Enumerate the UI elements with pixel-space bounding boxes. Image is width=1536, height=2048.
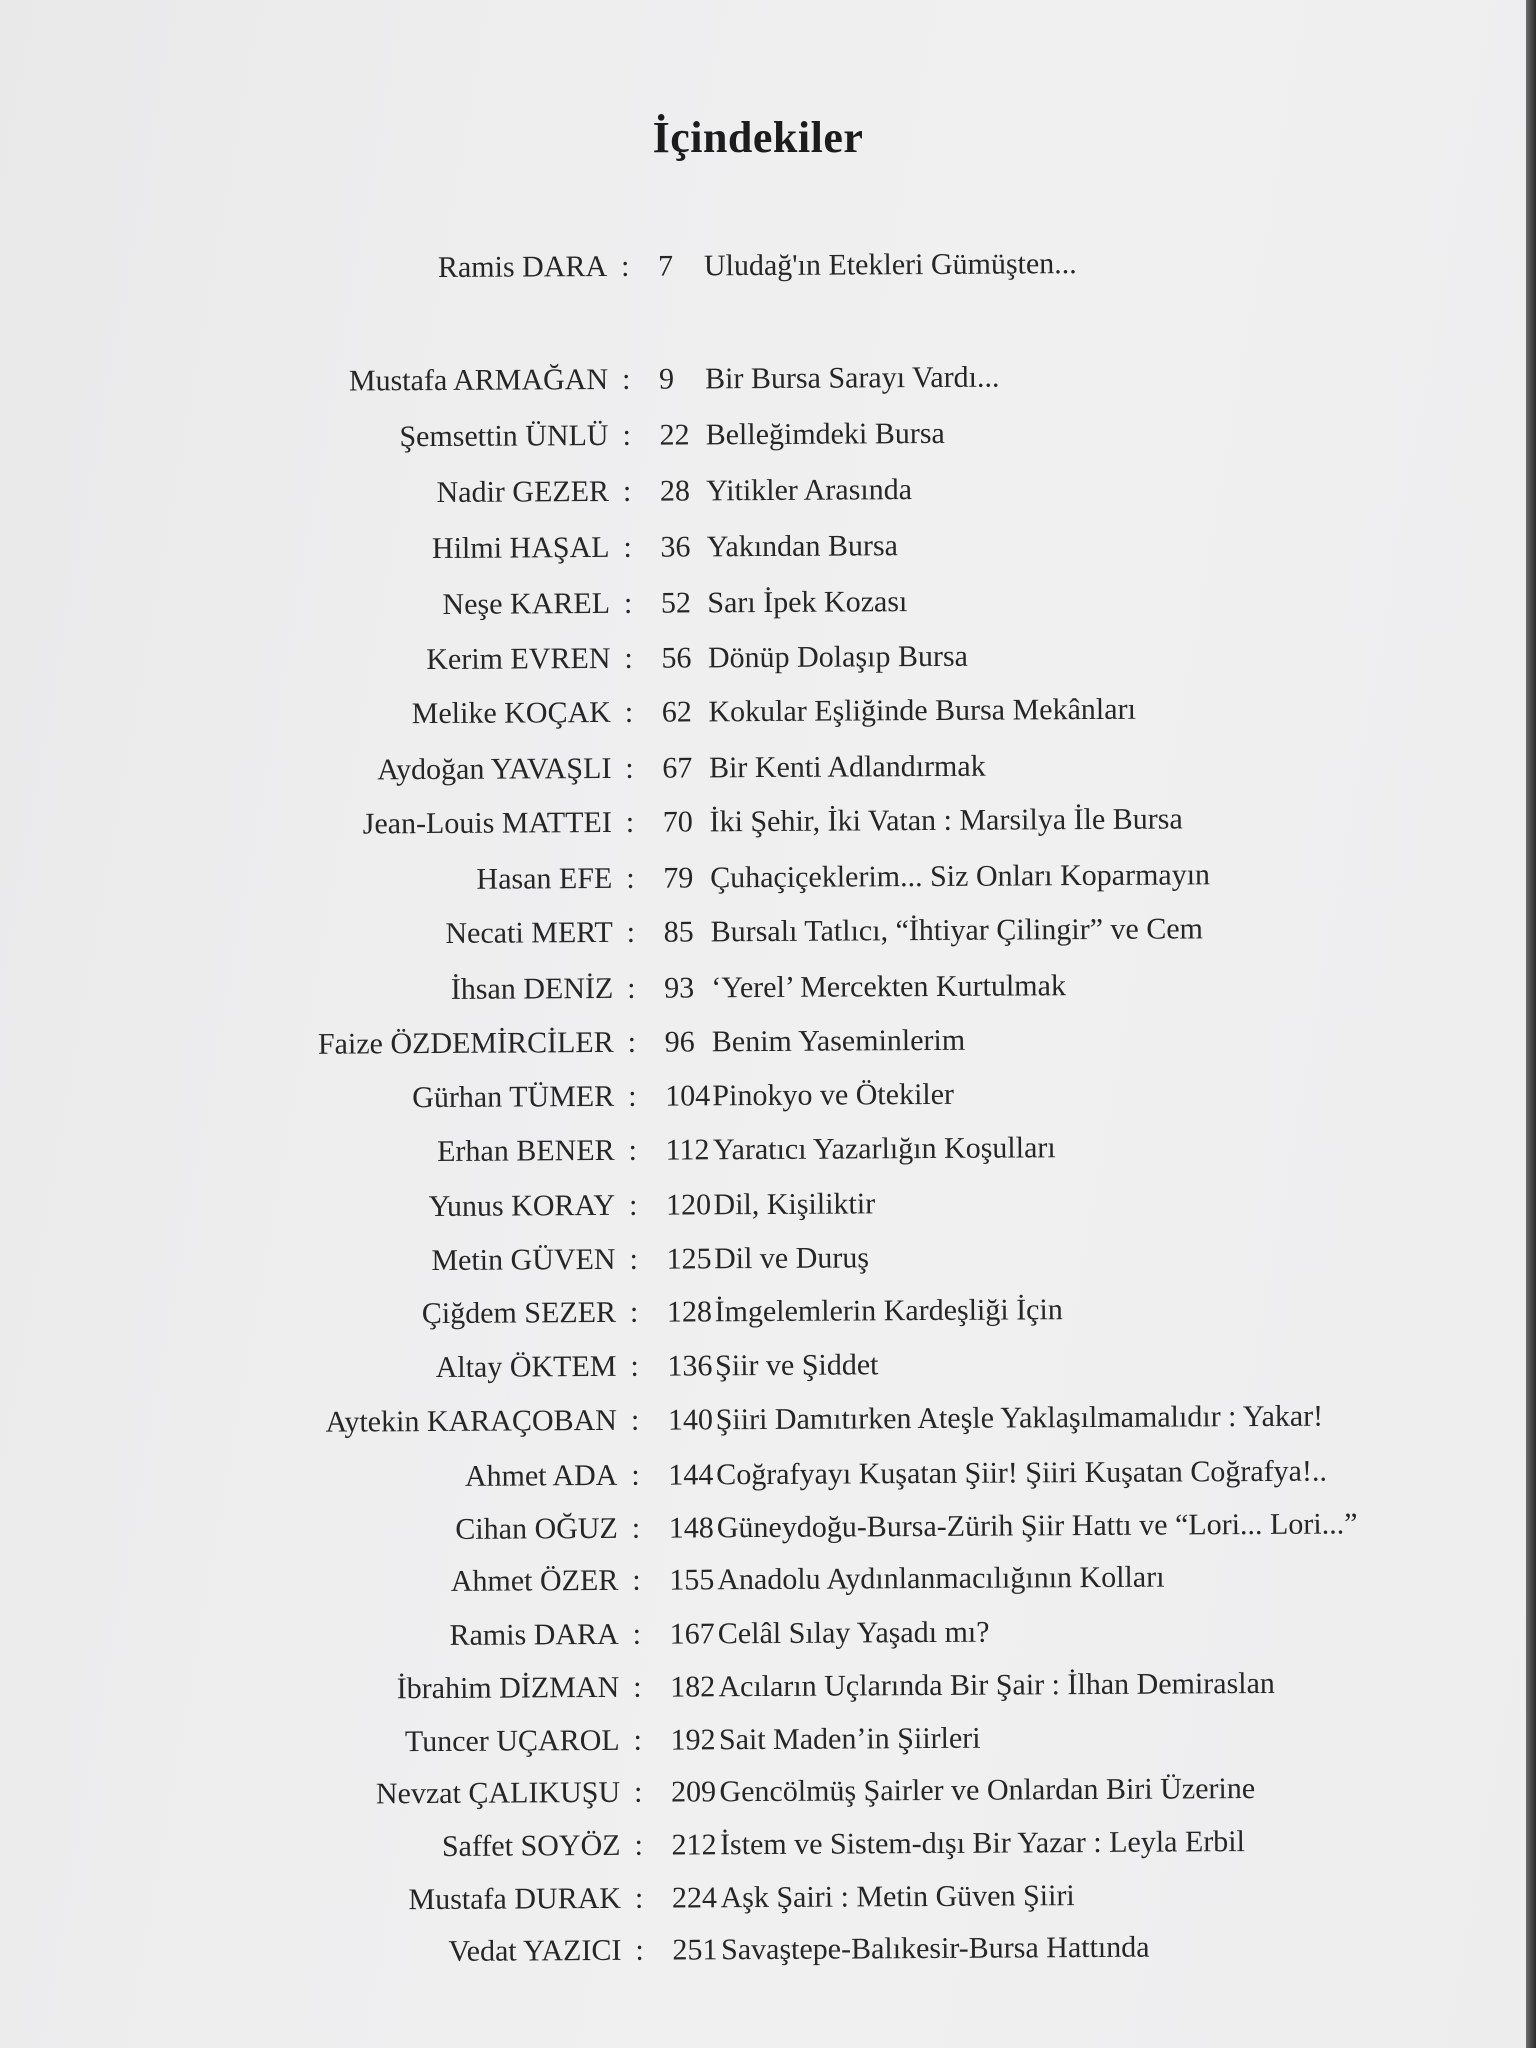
toc-entry xyxy=(0,1765,1526,1818)
toc-page-number: 182 xyxy=(670,1670,716,1704)
toc-title: İki Şehir, İki Vatan : Marsilya İle Bursa xyxy=(709,802,1183,839)
toc-title: Benim Yaseminlerim xyxy=(711,1023,966,1059)
toc-separator: : xyxy=(624,695,634,729)
toc-separator: : xyxy=(633,1775,643,1809)
toc-entry xyxy=(0,1501,1526,1554)
toc-title: Belleğimdeki Bursa xyxy=(705,416,945,452)
toc-entry xyxy=(0,851,1526,904)
toc-title: Çuhaçiçeklerim... Siz Onları Koparmayın xyxy=(710,858,1211,895)
page-title: İçindekiler xyxy=(652,113,864,162)
toc-separator: : xyxy=(626,915,636,949)
toc-entry xyxy=(0,1818,1526,1871)
toc-entry xyxy=(0,520,1526,573)
toc-author: Erhan BENER xyxy=(437,1133,615,1168)
toc-title: Yaratıcı Yazarlığın Koşulları xyxy=(712,1131,1056,1167)
toc-entry xyxy=(0,961,1526,1014)
toc-page-number: 36 xyxy=(660,530,691,564)
toc-entry xyxy=(0,1178,1526,1231)
toc-entry xyxy=(0,1923,1526,1976)
toc-title: Şiiri Damıtırken Ateşle Yaklaşılmamalıdır : Yakar! xyxy=(715,1399,1324,1437)
toc-entry xyxy=(0,1660,1526,1713)
toc-title: Savaştepe-Balıkesir-Bursa Hattında xyxy=(720,1930,1150,1967)
toc-page-number: 167 xyxy=(669,1617,715,1651)
toc-author: Mustafa DURAK xyxy=(408,1881,622,1917)
toc-title: Yitikler Arasında xyxy=(706,473,913,508)
toc-separator: : xyxy=(620,249,630,283)
toc-separator: : xyxy=(626,861,635,895)
toc-title: Coğrafyayı Kuşatan Şiir! Şiiri Kuşatan Coğrafya!.. xyxy=(716,1454,1328,1492)
toc-entry xyxy=(0,352,1526,405)
toc-author: İbrahim DİZMAN xyxy=(396,1670,620,1706)
toc-page-number: 9 xyxy=(658,362,675,396)
toc-author: Ahmet ÖZER xyxy=(450,1563,619,1598)
toc-separator: : xyxy=(632,1563,641,1597)
toc-title: Uludağ'ın Etekleri Gümüşten... xyxy=(703,247,1077,283)
toc-entry xyxy=(0,1015,1526,1068)
toc-title: Celâl Sılay Yaşadı mı? xyxy=(717,1615,990,1651)
toc-title: Kokular Eşliğinde Bursa Mekânları xyxy=(708,692,1136,729)
toc-author: Mustafa ARMAĞAN xyxy=(348,362,609,398)
toc-entry xyxy=(0,685,1526,738)
toc-page-number: 144 xyxy=(668,1458,714,1492)
toc-separator: : xyxy=(627,971,636,1005)
toc-separator: : xyxy=(628,1188,638,1222)
toc-author: Vedat YAZICI xyxy=(448,1933,622,1968)
toc-separator: : xyxy=(629,1295,639,1329)
toc-entry xyxy=(0,1232,1526,1285)
toc-title: İstem ve Sistem-dışı Bir Yazar : Leyla Erbil xyxy=(719,1825,1246,1862)
toc-separator: : xyxy=(634,1828,643,1862)
toc-author: Ramis DARA xyxy=(437,249,608,284)
toc-author: Kerim EVREN xyxy=(426,641,611,677)
toc-separator: : xyxy=(623,586,633,620)
toc-title: Acıların Uçlarında Bir Şair : İlhan Demiraslan xyxy=(718,1666,1275,1704)
toc-page-number: 7 xyxy=(657,249,674,283)
toc-author: Cihan OĞUZ xyxy=(455,1511,618,1546)
toc-author: Ramis DARA xyxy=(449,1617,619,1652)
toc-title: İmgelemlerin Kardeşliği İçin xyxy=(714,1293,1063,1329)
toc-title: Sarı İpek Kozası xyxy=(707,585,908,620)
toc-author: Saffet SOYÖZ xyxy=(441,1828,621,1863)
toc-page-number: 140 xyxy=(667,1403,714,1437)
toc-author: Faize ÖZDEMİRCİLER xyxy=(317,1025,614,1061)
toc-title: Pinokyo ve Ötekiler xyxy=(712,1077,955,1113)
toc-author: Nadir GEZER xyxy=(436,474,610,509)
toc-page-number: 192 xyxy=(670,1723,716,1757)
toc-entry xyxy=(0,408,1526,461)
toc-entry xyxy=(0,741,1526,794)
toc-page-number: 224 xyxy=(671,1881,718,1915)
toc-author: Yunus KORAY xyxy=(428,1188,616,1224)
toc-title: Dil, Kişiliktir xyxy=(713,1187,876,1222)
toc-entry xyxy=(0,1339,1526,1392)
toc-page-number: 67 xyxy=(662,751,693,785)
toc-title: Dönüp Dolaşıp Bursa xyxy=(707,639,968,675)
toc-page-number: 96 xyxy=(664,1025,695,1059)
toc-author: Ahmet ADA xyxy=(464,1458,618,1493)
toc-entry xyxy=(0,1393,1526,1446)
toc-entry xyxy=(0,464,1526,517)
toc-page-number: 148 xyxy=(668,1511,714,1545)
toc-entry xyxy=(0,576,1526,629)
toc-author: Hilmi HAŞAL xyxy=(431,530,610,566)
toc-author: Altay ÖKTEM xyxy=(435,1349,617,1384)
toc-separator: : xyxy=(623,530,632,564)
toc-page-number: 128 xyxy=(666,1295,713,1329)
toc-separator: : xyxy=(628,1133,638,1167)
toc-separator: : xyxy=(621,362,631,396)
toc-entry xyxy=(0,1553,1526,1606)
toc-title: Güneydoğu-Bursa-Zürih Şiir Hattı ve “Lori... Lori...” xyxy=(716,1507,1358,1545)
toc-title: Şiir ve Şiddet xyxy=(715,1348,879,1383)
toc-entry xyxy=(0,795,1526,848)
toc-page-number: 251 xyxy=(672,1933,718,1967)
toc-title: Dil ve Duruş xyxy=(713,1241,870,1276)
toc-entry xyxy=(0,1713,1526,1766)
toc-author: Gürhan TÜMER xyxy=(412,1079,615,1115)
toc-author: Aydoğan YAVAŞLI xyxy=(377,751,612,787)
toc-page-number: 62 xyxy=(661,695,692,729)
toc-page-number: 209 xyxy=(670,1775,717,1809)
toc-entry xyxy=(0,1607,1526,1660)
toc-title: Anadolu Aydınlanmacılığının Kolları xyxy=(717,1560,1165,1597)
toc-page-number: 136 xyxy=(667,1349,713,1383)
toc-author: İhsan DENİZ xyxy=(450,971,614,1006)
toc-author: Neşe KAREL xyxy=(442,586,611,621)
toc-page-number: 85 xyxy=(663,915,694,949)
toc-entry xyxy=(0,239,1526,292)
toc-title: Bursalı Tatlıcı, “İhtiyar Çilingir” ve Cem xyxy=(710,912,1204,949)
toc-page-number: 104 xyxy=(665,1079,711,1113)
toc-page-number: 112 xyxy=(665,1133,710,1167)
toc-title: Yakından Bursa xyxy=(706,529,899,564)
toc-separator: : xyxy=(634,1881,644,1915)
toc-separator: : xyxy=(630,1349,639,1383)
toc-entry xyxy=(0,905,1526,958)
toc-title: Gencölmüş Şairler ve Onlardan Biri Üzerine xyxy=(719,1771,1256,1809)
toc-title: Bir Bursa Sarayı Vardı... xyxy=(704,360,1000,396)
toc-page-number: 79 xyxy=(663,861,694,895)
toc-page-number: 120 xyxy=(665,1188,712,1222)
toc-separator: : xyxy=(633,1723,643,1757)
toc-page-number: 155 xyxy=(669,1563,715,1597)
toc-title: Bir Kenti Adlandırmak xyxy=(708,749,986,785)
toc-author: Necati MERT xyxy=(445,915,613,950)
toc-page-number: 125 xyxy=(666,1242,712,1276)
page-edge xyxy=(1526,0,1536,2048)
toc-separator: : xyxy=(628,1079,637,1113)
toc-author: Metin GÜVEN xyxy=(431,1242,616,1278)
toc-title: ‘Yerel’ Mercekten Kurtulmak xyxy=(711,969,1066,1005)
toc-author: Tuncer UÇAROL xyxy=(404,1723,620,1759)
toc-separator: : xyxy=(631,1458,640,1492)
toc-page-number: 93 xyxy=(664,971,695,1005)
toc-separator: : xyxy=(624,641,633,675)
toc-page-number: 28 xyxy=(659,474,691,508)
toc-separator: : xyxy=(633,1670,642,1704)
toc-page-number: 70 xyxy=(662,805,693,839)
toc-page-number: 22 xyxy=(659,418,690,452)
toc-page-number: 212 xyxy=(671,1828,717,1862)
toc-title: Aşk Şairi : Metin Güven Şiiri xyxy=(720,1879,1075,1915)
toc-author: Aytekin KARAÇOBAN xyxy=(325,1403,618,1439)
toc-entry xyxy=(0,1069,1526,1122)
toc-author: Şemsettin ÜNLÜ xyxy=(399,418,609,454)
toc-page-number: 56 xyxy=(661,641,692,675)
toc-entry xyxy=(0,1285,1526,1338)
toc-author: Melike KOÇAK xyxy=(411,695,611,731)
toc-author: Hasan EFE xyxy=(476,861,613,896)
toc-separator: : xyxy=(625,805,635,839)
toc-title: Sait Maden’in Şiirleri xyxy=(718,1721,981,1757)
toc-separator: : xyxy=(622,474,632,508)
toc-separator: : xyxy=(627,1025,637,1059)
toc-separator: : xyxy=(625,751,634,785)
toc-entry xyxy=(0,1871,1526,1924)
toc-separator: : xyxy=(631,1511,641,1545)
toc-separator: : xyxy=(622,418,631,452)
toc-separator: : xyxy=(635,1933,644,1967)
toc-separator: : xyxy=(632,1617,642,1651)
toc-author: Nevzat ÇALIKUŞU xyxy=(375,1775,621,1811)
toc-entry xyxy=(0,631,1526,684)
toc-entry xyxy=(0,1123,1526,1176)
toc-entry xyxy=(0,1448,1526,1501)
toc-page-number: 52 xyxy=(660,586,692,620)
toc-separator: : xyxy=(629,1242,638,1276)
toc-author: Jean-Louis MATTEI xyxy=(362,805,612,841)
toc-author: Çiğdem SEZER xyxy=(421,1295,617,1331)
toc-separator: : xyxy=(630,1403,640,1437)
